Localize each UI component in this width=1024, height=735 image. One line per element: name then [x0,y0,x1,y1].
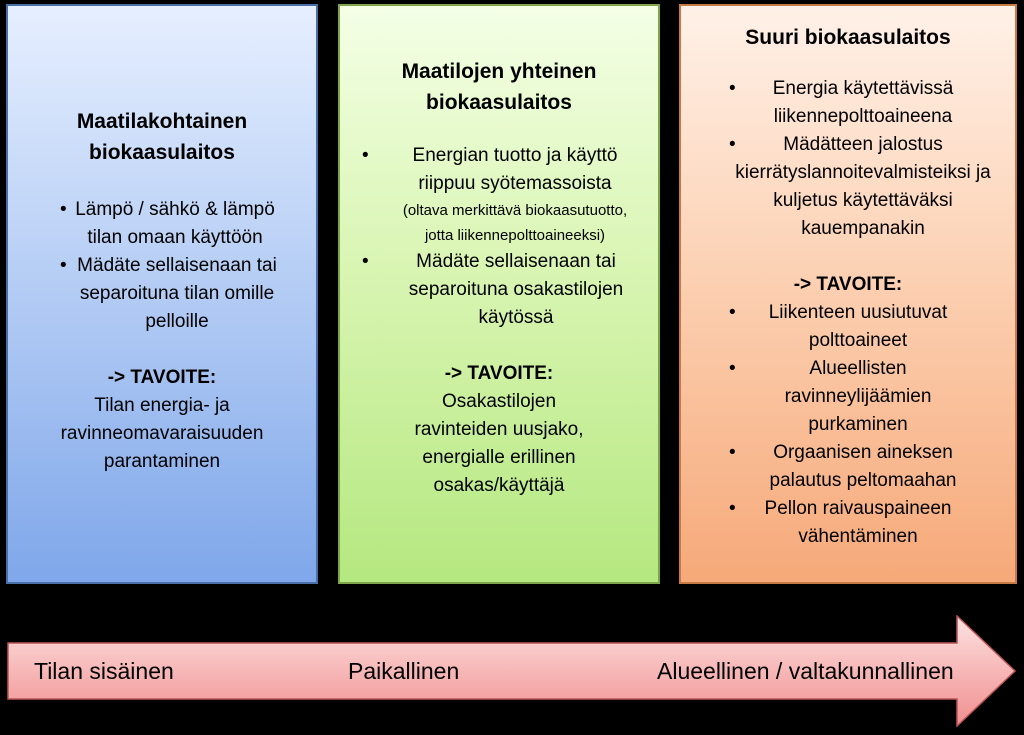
column-farm-scale [6,4,318,584]
goal-bullet-item: • Alueellisten ravinneylijäämien purkaminen [681,355,1015,439]
bullet-list [340,142,658,332]
goal-bullet-item: • Orgaanisen aineksen palautus peltomaahan [681,439,1015,495]
scale-label-local: Paikallinen [348,658,460,684]
bullet-list [681,75,1015,243]
goal-label: -> TAVOITE: [444,363,554,384]
goal-label: -> TAVOITE: [793,274,903,295]
bullet-item: • Mädätteen jalostus kierrätyslannoitevalmisteiksi ja kuljetus käytettäväksi kauempanakin [681,131,1015,243]
bullet-note: (oltava merkittävä biokaasutuotto, jotta liikennepolttoaineeksi) [402,202,628,244]
bullet-item: • Energia käytettävissä liikennepolttoaineena [681,75,1015,131]
goal-text: Tilan energia- ja ravinneomavaraisuuden parantaminen [60,395,264,472]
scale-label-regional: Alueellinen / valtakunnallinen [657,658,954,684]
bullet-item: • Mädäte sellaisenaan tai separoituna osakastilojen käytössä [340,248,658,332]
goal-bullet-item: • Pellon raivauspaineen vähentäminen [681,495,1015,551]
column-large-plant [679,4,1017,584]
bullet-item: • Mädäte sellaisenaan tai separoituna tilan omille pelloille [38,252,302,336]
bullet-item: • Lämpö / sähkö & lämpö tilan omaan käyttöön [38,196,302,252]
bullet-item [340,142,658,248]
column-shared-plant [338,4,660,584]
goal-label: -> TAVOITE: [107,367,217,388]
goal-bullet-list [681,299,1015,551]
column-title: Maatilojen yhteinen biokaasulaitos [401,60,597,114]
scale-label-internal: Tilan sisäinen [34,658,174,684]
goal-bullet-item: • Liikenteen uusiutuvat polttoaineet [681,299,1015,355]
column-title: Suuri biokaasulaitos [745,26,951,49]
column-title: Maatilakohtainen biokaasulaitos [76,110,248,164]
bullet-text: Energian tuotto ja käyttö riippuu syötemassoista [412,145,618,194]
bullet-list [8,196,316,336]
goal-text: Osakastilojen ravinteiden uusjako, energialle erillinen osakas/käyttäjä [414,391,584,496]
